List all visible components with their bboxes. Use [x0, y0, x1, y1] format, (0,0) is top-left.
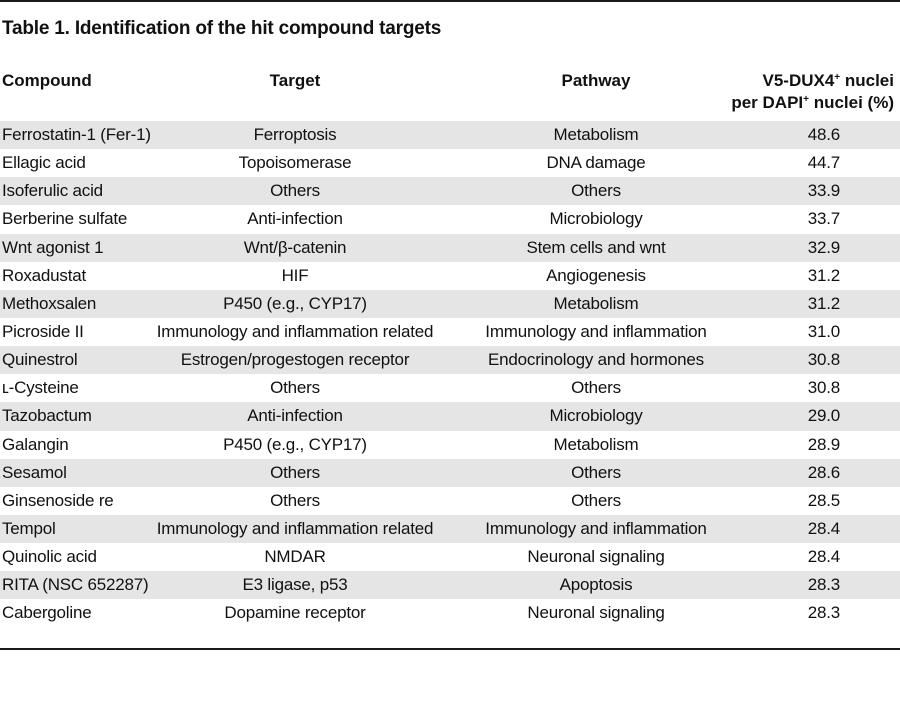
- table-row: [0, 571, 900, 599]
- cell-compound: Wnt agonist 1: [2, 237, 104, 257]
- cell-value: 48.6: [807, 125, 840, 144]
- table-row: [0, 543, 900, 571]
- header-result-line2-sup: +: [803, 94, 809, 105]
- cell-value: 31.2: [807, 293, 840, 313]
- cell-pathway: Neuronal signaling: [527, 547, 665, 567]
- cell-pathway: Metabolism: [553, 434, 639, 454]
- cell-value: 28.9: [807, 434, 840, 454]
- cell-pathway: Others: [571, 462, 621, 482]
- table-title: Table 1. Identification of the hit compound targets: [2, 18, 442, 39]
- cell-compound: RITA (NSC 652287): [2, 575, 149, 595]
- cell-value: 28.4: [807, 547, 840, 567]
- cell-value: 30.8: [807, 378, 840, 398]
- cell-target: Others: [270, 181, 320, 201]
- cell-target: Immunology and inflammation related: [156, 321, 434, 341]
- cell-value: 28.4: [807, 518, 840, 538]
- header-result-line1: [731, 70, 894, 92]
- cell-value: 33.9: [807, 181, 840, 201]
- table-row: [0, 290, 900, 318]
- cell-value: 28.3: [807, 603, 840, 623]
- cell-pathway: Stem cells and wnt: [526, 237, 666, 257]
- table-row: [0, 374, 900, 402]
- cell-compound: Ferrostatin-1 (Fer-1): [2, 125, 151, 144]
- cell-compound: Tazobactum: [2, 406, 92, 426]
- cell-target: Others: [270, 490, 320, 510]
- table-row: [0, 402, 900, 430]
- cell-compound: Methoxsalen: [2, 293, 97, 313]
- table-row: [0, 599, 900, 627]
- cell-target: P450 (e.g., CYP17): [223, 293, 367, 313]
- cell-target: HIF: [281, 265, 309, 285]
- cell-pathway: Others: [571, 181, 621, 201]
- cell-target: Anti-infection: [247, 209, 343, 229]
- table-bottom-rule: [0, 648, 900, 650]
- cell-value: 33.7: [807, 209, 840, 229]
- cell-compound: Berberine sulfate: [2, 209, 128, 229]
- header-result-line1-sup: +: [834, 72, 841, 83]
- cell-pathway: Immunology and inflammation: [485, 518, 707, 538]
- table-row: [0, 487, 900, 515]
- header-pathway: Pathway: [561, 71, 631, 90]
- table-row: [0, 205, 900, 233]
- cell-pathway: Metabolism: [553, 293, 639, 313]
- cell-compound: Tempol: [2, 518, 56, 538]
- header-result-line1-text: V5-DUX4: [762, 71, 835, 90]
- cell-target: Anti-infection: [247, 406, 343, 426]
- cell-pathway: Metabolism: [553, 125, 639, 144]
- table-row: [0, 346, 900, 374]
- cell-value: 31.0: [807, 321, 840, 341]
- cell-target: Estrogen/progestogen receptor: [180, 350, 410, 370]
- cell-target: Topoisomerase: [238, 153, 352, 173]
- table-row: [0, 515, 900, 543]
- cell-target: Others: [270, 378, 320, 398]
- header-target: Target: [269, 71, 321, 90]
- cell-target: Wnt/β-catenin: [243, 237, 347, 257]
- table-row: [0, 318, 900, 346]
- header-result: [731, 70, 894, 114]
- cell-value: 31.2: [807, 265, 840, 285]
- cell-compound: Quinolic acid: [2, 547, 97, 567]
- cell-value: 29.0: [807, 406, 840, 426]
- cell-target: E3 ligase, p53: [242, 575, 348, 595]
- cell-pathway: Others: [571, 490, 621, 510]
- cell-pathway: Microbiology: [549, 406, 643, 426]
- table-header: [0, 66, 900, 118]
- cell-pathway: Others: [571, 378, 621, 398]
- table-row: [0, 149, 900, 177]
- table-row: [0, 262, 900, 290]
- header-result-line2-text: per DAPI: [731, 93, 804, 112]
- cell-compound: ʟ-Cysteine: [2, 378, 79, 398]
- cell-compound: Isoferulic acid: [2, 181, 103, 201]
- table-row: [0, 234, 900, 262]
- table-row: [0, 121, 900, 149]
- cell-compound: Picroside II: [2, 321, 84, 341]
- header-compound: Compound: [2, 71, 92, 90]
- cell-compound: Roxadustat: [2, 265, 86, 285]
- cell-target: Immunology and inflammation related: [156, 518, 434, 538]
- table-body: [0, 121, 900, 628]
- cell-pathway: Neuronal signaling: [527, 603, 665, 623]
- table-row: [0, 431, 900, 459]
- cell-compound: Cabergoline: [2, 603, 92, 623]
- cell-value: 44.7: [807, 153, 840, 173]
- cell-compound: Sesamol: [2, 462, 67, 482]
- header-result-line2-tail: nuclei (%): [808, 93, 894, 112]
- cell-compound: Galangin: [2, 434, 69, 454]
- cell-target: NMDAR: [264, 547, 326, 567]
- cell-pathway: Angiogenesis: [546, 265, 646, 285]
- cell-pathway: Immunology and inflammation: [485, 321, 707, 341]
- cell-target: Dopamine receptor: [224, 603, 366, 623]
- table-row: [0, 459, 900, 487]
- cell-pathway: DNA damage: [546, 153, 646, 173]
- header-result-line2: [731, 92, 894, 114]
- cell-pathway: Endocrinology and hormones: [488, 350, 704, 370]
- cell-target: Others: [270, 462, 320, 482]
- cell-pathway: Apoptosis: [559, 575, 633, 595]
- cell-value: 32.9: [807, 237, 840, 257]
- cell-value: 28.6: [807, 462, 840, 482]
- cell-value: 28.3: [807, 575, 840, 595]
- table-top-rule: [0, 0, 900, 2]
- cell-target: Ferroptosis: [253, 125, 337, 144]
- header-result-line1-tail: nuclei: [840, 71, 894, 90]
- table-row: [0, 177, 900, 205]
- cell-target: P450 (e.g., CYP17): [223, 434, 367, 454]
- cell-compound: Ellagic acid: [2, 153, 86, 173]
- cell-compound: Quinestrol: [2, 350, 78, 370]
- cell-pathway: Microbiology: [549, 209, 643, 229]
- cell-value: 28.5: [807, 490, 840, 510]
- cell-value: 30.8: [807, 350, 840, 370]
- cell-compound: Ginsenoside re: [2, 490, 114, 510]
